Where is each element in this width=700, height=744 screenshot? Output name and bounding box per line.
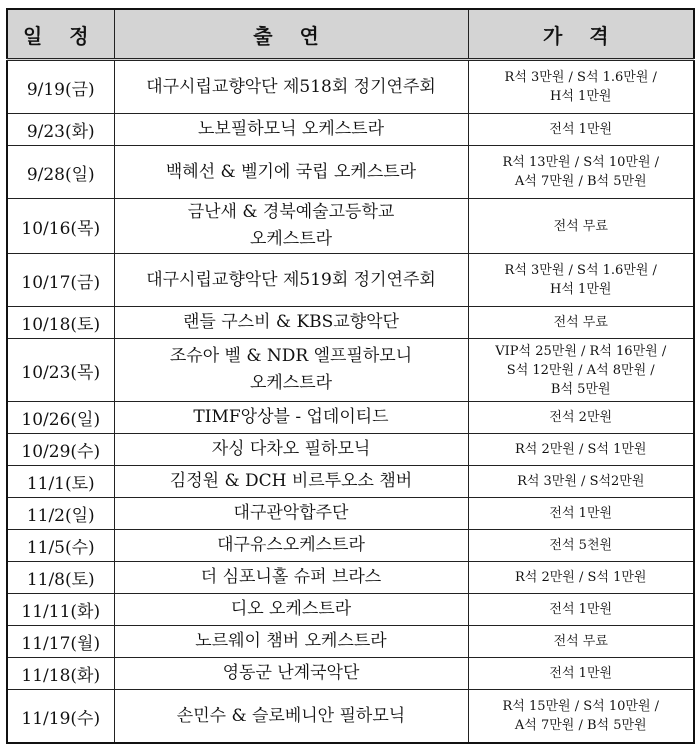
header-date: 일 정	[7, 9, 114, 60]
date-cell: 9/19(금)	[7, 60, 114, 114]
price-line: 전석 1만원	[549, 122, 613, 137]
price-cell	[468, 146, 694, 199]
price-line: R석 15만원 / S석 10만원 /	[502, 699, 660, 714]
performance-cell	[114, 466, 468, 498]
performance-cell	[114, 307, 468, 339]
performance-line: 오케스트라	[249, 373, 333, 393]
date-cell: 9/23(화)	[7, 114, 114, 146]
price-line: R석 2만원 / S석 1만원	[515, 570, 647, 585]
price-cell	[468, 498, 694, 530]
price-line: 전석 5천원	[549, 538, 613, 553]
price-line: 전석 1만원	[549, 602, 613, 617]
price-cell	[468, 339, 694, 402]
performance-line: 대구시립교향악단 제519회 정기연주회	[146, 269, 436, 290]
performance-cell	[114, 530, 468, 562]
price-line: R석 3만원 / S석 1.6만원 /	[504, 70, 657, 85]
price-cell	[468, 254, 694, 307]
date-cell: 9/28(일)	[7, 146, 114, 199]
price-line: R석 13만원 / S석 10만원 /	[502, 155, 660, 170]
price-line: B석 5만원	[550, 381, 611, 397]
header-performance: 출 연	[114, 9, 468, 60]
table-row	[7, 60, 694, 114]
date-cell: 11/5(수)	[7, 530, 114, 562]
price-line: H석 1만원	[550, 89, 612, 104]
price-line: 전석 2만원	[549, 410, 613, 425]
performance-cell	[114, 114, 468, 146]
schedule-table-wrapper	[6, 8, 693, 744]
price-cell	[468, 626, 694, 658]
table-row	[7, 530, 694, 562]
price-cell	[468, 434, 694, 466]
price-cell	[468, 658, 694, 690]
performance-line: 대구관악합주단	[233, 503, 349, 523]
price-line: R석 2만원 / S석 1만원	[515, 442, 647, 457]
performance-line: 조슈아 벨 & NDR 엘프필하모니	[169, 346, 413, 366]
price-line: 전석 무료	[553, 634, 608, 649]
performance-line: 노보필하모닉 오케스트라	[197, 119, 385, 139]
performance-line: 백혜선 & 벨기에 국립 오케스트라	[165, 161, 417, 182]
price-line: H석 1만원	[550, 282, 612, 297]
performance-cell	[114, 402, 468, 434]
table-row	[7, 254, 694, 307]
performance-cell	[114, 339, 468, 402]
price-cell	[468, 562, 694, 594]
performance-line: 자싱 다차오 필하모닉	[211, 439, 371, 459]
date-cell: 10/29(수)	[7, 434, 114, 466]
price-line: A석 7만원 / B석 5만원	[514, 718, 647, 733]
date-cell: 11/8(토)	[7, 562, 114, 594]
price-cell	[468, 530, 694, 562]
performance-cell	[114, 60, 468, 114]
performance-line: 디오 오케스트라	[230, 599, 352, 619]
performance-cell	[114, 146, 468, 199]
price-cell	[468, 60, 694, 114]
date-cell: 11/11(화)	[7, 594, 114, 626]
date-cell: 11/2(일)	[7, 498, 114, 530]
table-row	[7, 498, 694, 530]
date-cell: 10/26(일)	[7, 402, 114, 434]
price-cell	[468, 594, 694, 626]
price-line: 전석 1만원	[549, 506, 613, 521]
price-line: VIP석 25만원 / R석 16만원 /	[495, 343, 667, 359]
table-row	[7, 562, 694, 594]
performance-line: 영동군 난계국악단	[222, 663, 360, 683]
performance-line: 더 심포니홀 슈퍼 브라스	[200, 567, 382, 587]
performance-line: TIMF앙상블 - 업데이티드	[193, 407, 389, 427]
table-row	[7, 339, 694, 402]
table-row	[7, 434, 694, 466]
table-row	[7, 690, 694, 744]
table-body	[7, 60, 694, 744]
price-line: 전석 무료	[553, 315, 608, 330]
performance-cell	[114, 434, 468, 466]
price-line: 전석 무료	[553, 218, 608, 234]
price-cell	[468, 199, 694, 254]
price-cell	[468, 402, 694, 434]
date-cell: 11/19(수)	[7, 690, 114, 744]
date-cell: 11/18(화)	[7, 658, 114, 690]
performance-cell	[114, 658, 468, 690]
performance-line: 대구유스오케스트라	[217, 535, 365, 555]
header-price: 가 격	[468, 9, 694, 60]
performance-line: 오케스트라	[249, 229, 333, 249]
price-line: R석 3만원 / S석 1.6만원 /	[504, 263, 657, 278]
table-row	[7, 626, 694, 658]
date-cell: 10/18(토)	[7, 307, 114, 339]
date-cell: 11/17(월)	[7, 626, 114, 658]
table-row	[7, 307, 694, 339]
table-row	[7, 402, 694, 434]
performance-cell	[114, 690, 468, 744]
performance-cell	[114, 594, 468, 626]
table-row	[7, 594, 694, 626]
performance-line: 랜들 구스비 & KBS교향악단	[183, 312, 399, 332]
table-row	[7, 146, 694, 199]
performance-line: 김정원 & DCH 비르투오소 챔버	[169, 471, 413, 491]
performance-cell	[114, 498, 468, 530]
performance-line: 대구시립교향악단 제518회 정기연주회	[146, 76, 436, 97]
price-cell	[468, 114, 694, 146]
concert-schedule-table	[6, 8, 695, 744]
date-cell: 10/16(목)	[7, 199, 114, 254]
performance-line: 금난새 & 경북예술고등학교	[187, 202, 395, 222]
date-cell: 11/1(토)	[7, 466, 114, 498]
price-cell	[468, 466, 694, 498]
table-row	[7, 199, 694, 254]
price-line: R석 3만원 / S석2만원	[517, 474, 645, 489]
performance-cell	[114, 254, 468, 307]
performance-line: 손민수 & 슬로베니안 필하모닉	[176, 705, 406, 726]
price-line: A석 7만원 / B석 5만원	[514, 174, 647, 189]
performance-cell	[114, 199, 468, 254]
table-header-row	[7, 9, 694, 60]
performance-cell	[114, 562, 468, 594]
date-cell: 10/17(금)	[7, 254, 114, 307]
date-cell: 10/23(목)	[7, 339, 114, 402]
table-row	[7, 114, 694, 146]
price-cell	[468, 690, 694, 744]
price-line: S석 12만원 / A석 8만원 /	[506, 362, 655, 378]
table-row	[7, 466, 694, 498]
performance-cell	[114, 626, 468, 658]
performance-line: 노르웨이 챔버 오케스트라	[195, 631, 387, 651]
table-row	[7, 658, 694, 690]
price-cell	[468, 307, 694, 339]
price-line: 전석 1만원	[549, 666, 613, 681]
